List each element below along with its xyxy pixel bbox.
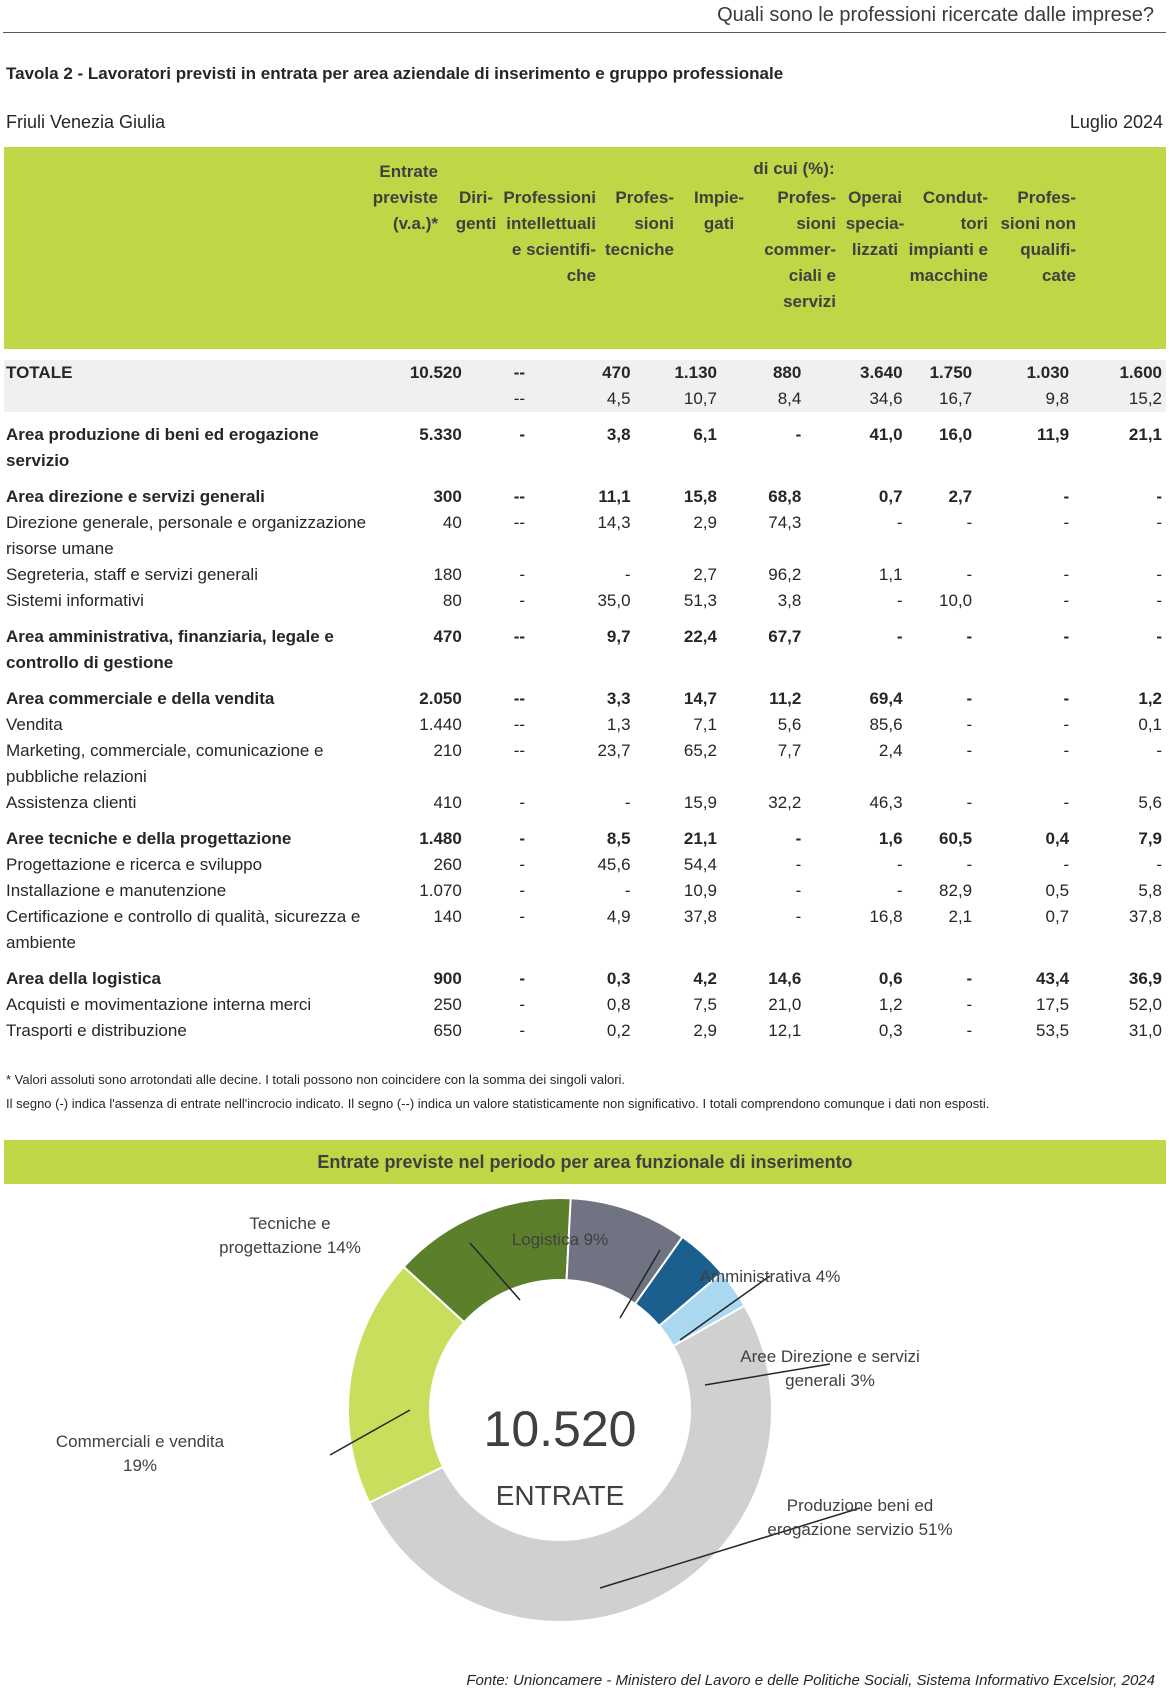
cell-value: - [624,881,631,900]
cell-value: 0,5 [1045,881,1070,900]
cell-value: 36,9 [1128,969,1162,988]
cell-value: 470 [433,627,462,646]
cell-value: 82,9 [939,881,973,900]
cell-value: 3.640 [805,360,906,386]
cell-value [377,386,466,412]
cell-value: 21,0 [768,995,802,1014]
cell-value: - [896,855,903,874]
col-dirigenti-line: genti [455,214,497,233]
cell-value: 12,1 [768,1021,802,1040]
cell-value: 60,5 [939,829,973,848]
cell-value: - [519,1021,526,1040]
cell-value: 5.330 [419,425,462,444]
col-commerciali-line: ciali e [788,266,836,285]
row-label: Direzione generale, personale e organizzazione risorse umane [6,513,367,558]
cell-value: 7,1 [693,715,717,734]
cell-value: - [966,969,973,988]
cell-value: 15,2 [1073,386,1166,412]
cell-value: 0,3 [606,969,631,988]
cell-value: 15,8 [683,487,717,506]
cell-value: 1.480 [419,829,462,848]
cell-value: 2,1 [948,907,973,926]
row-label: Assistenza clienti [6,793,137,812]
slice-label-line: Logistica 9% [511,1230,609,1249]
cell-value: 1,2 [1138,689,1162,708]
table-notes [6,1068,989,1116]
cell-value: - [1156,513,1162,532]
cell-value: 16,8 [869,907,903,926]
cell-value: - [966,793,973,812]
row-label [4,386,377,412]
col-conduttori-line: tori [960,214,988,233]
row-label: Certificazione e controllo di qualità, sicurezza e ambiente [6,907,361,952]
table-row [4,386,1166,412]
cell-value: 470 [529,360,634,386]
cell-value: 210 [433,741,462,760]
cell-value: 14,7 [683,689,717,708]
cell-value: 15,9 [683,793,717,812]
slice-label-line: progettazione 14% [219,1238,361,1257]
cell-value: - [519,793,526,812]
cell-value: 41,0 [869,425,903,444]
note-line: * Valori assoluti sono arrotondati alle decine. I totali possono non coincidere con la somma dei singoli valori. [6,1072,626,1087]
slice-label-line: generali 3% [785,1371,875,1390]
cell-value: 11,1 [598,487,631,506]
col-tecniche-line: Profes- [615,188,674,207]
header-rule [3,32,1166,33]
cell-value: 37,8 [1128,907,1162,926]
period-label: Luglio 2024 [1069,112,1163,132]
cell-value: 8,5 [606,829,631,848]
cell-value: 69,4 [869,689,903,708]
col-intellettuali [494,185,596,289]
cell-value: -- [513,487,526,506]
table-row [4,588,1166,614]
cell-value: 52,0 [1128,995,1162,1014]
cell-value: 22,4 [683,627,717,646]
spacer-cell [4,676,1166,686]
col-conduttori-line: Condut- [922,188,988,207]
cell-value: 0,7 [1045,907,1070,926]
col-entrate-line: previste [372,188,438,207]
slice-label-line: Commerciali e vendita [55,1432,225,1451]
table-row [4,992,1166,1018]
row-label: TOTALE [4,360,377,386]
cell-value: 37,8 [683,907,717,926]
cell-value: - [1063,627,1070,646]
cell-value: 80 [442,591,462,610]
cell-value: - [1063,689,1070,708]
table-row [4,878,1166,904]
cell-value: - [966,513,973,532]
spacer-cell [4,816,1166,826]
col-operai [840,185,910,263]
cell-value: - [624,793,631,812]
cell-value: 5,8 [1138,881,1162,900]
slice-label-line: Tecniche e [249,1214,331,1233]
cell-value: 0,4 [1045,829,1070,848]
col-entrate-line: Entrate [379,162,438,181]
cell-value: 0,6 [878,969,903,988]
col-intellettuali-line: Professioni [503,188,596,207]
cell-value: 650 [433,1021,462,1040]
cell-value: - [519,881,526,900]
cell-value: 9,8 [976,386,1073,412]
cell-value: -- [513,741,526,760]
slice-label-line: 19% [122,1456,158,1475]
row-label: Vendita [6,715,63,734]
cell-value: 23,7 [597,741,631,760]
cell-value: -- [513,715,526,734]
col-tecniche-line: sioni [634,214,674,233]
cell-value: 40 [442,513,462,532]
row-label: Area della logistica [6,969,161,988]
chart-banner [4,1140,1166,1184]
cell-value: - [795,881,802,900]
cell-value: - [966,565,973,584]
cell-value: 1,1 [878,565,903,584]
cell-value: - [519,829,526,848]
table-row [4,360,1166,386]
col-impiegati [694,185,744,237]
cell-value: 14,3 [597,513,631,532]
cell-value: - [795,425,802,444]
col-tecniche [594,185,674,263]
cell-value: 4,9 [606,907,631,926]
col-dirigenti-line: Diri- [459,188,493,207]
cell-value: - [795,855,802,874]
col-dirigenti [454,185,498,237]
cell-value: - [1156,741,1162,760]
col-entrate [334,159,438,237]
cell-value: - [519,995,526,1014]
cell-value: 1.030 [976,360,1073,386]
row-label: Area commerciale e della vendita [6,689,275,708]
cell-value: 1,3 [606,715,631,734]
table-row [4,712,1166,738]
cell-value: 85,6 [869,715,903,734]
cell-value: - [1063,591,1070,610]
cell-value: - [519,425,526,444]
cell-value: -- [513,627,526,646]
cell-value: - [519,591,526,610]
table-row [4,904,1166,956]
spacer-cell [4,474,1166,484]
cell-value: 2,9 [693,513,717,532]
row-label: Trasporti e distribuzione [6,1021,187,1040]
spacer-row [4,676,1166,686]
col-di-cui: di cui (%): [753,159,835,178]
cell-value: - [966,1021,973,1040]
cell-value: 2,4 [878,741,903,760]
cell-value: - [1156,855,1162,874]
cell-value: 900 [433,969,462,988]
cell-value: - [519,907,526,926]
cell-value: 880 [721,360,805,386]
col-commerciali-line: commer- [764,240,836,259]
cell-value: 31,0 [1128,1021,1162,1040]
spacer-row [4,412,1166,422]
cell-value: 17,5 [1036,995,1070,1014]
cell-value: - [1156,627,1162,646]
cell-value: 5,6 [1138,793,1162,812]
cell-value: 140 [433,907,462,926]
cell-value: 3,8 [606,425,631,444]
col-tecniche-line: tecniche [605,240,674,259]
col-non-qualificate [994,185,1076,289]
chart-center-value: 10.520 [483,1401,637,1457]
col-conduttori-line: macchine [909,266,988,285]
cell-value: 8,4 [721,386,805,412]
cell-value: 96,2 [768,565,802,584]
cell-value: 11,9 [1036,425,1070,444]
cell-value: -- [513,513,526,532]
col-impiegati-line: Impie- [694,188,745,207]
cell-value: -- [513,689,526,708]
note-line: Il segno (-) indica l'assenza di entrate nell'incrocio indicato. Il segno (--) indica un valore statisticamente non significativo. I totali comprendono comunque i dati non esposti. [6,1096,990,1111]
cell-value: - [519,565,526,584]
col-intellettuali-line: e scientifi- [511,240,596,259]
table-row [4,826,1166,852]
col-non-qualificate-line: cate [1041,266,1076,285]
slice-label [490,1228,630,1252]
cell-value: 260 [433,855,462,874]
cell-value: 1.440 [419,715,462,734]
cell-value: 10.520 [377,360,466,386]
cell-value: 7,5 [693,995,717,1014]
cell-value: - [1063,715,1070,734]
slice-label [750,1494,970,1542]
source-note: Fonte: Unioncamere - Ministero del Lavoro e delle Politiche Sociali, Sistema Informativo Excelsior, 2024 [466,1672,1155,1689]
cell-value: - [795,907,802,926]
running-title: Quali sono le professioni ricercate dalle imprese? [717,4,1154,26]
slice-label-line: Aree Direzione e servizi [740,1347,920,1366]
cell-value: - [1063,793,1070,812]
cell-value: 7,9 [1138,829,1162,848]
table-title: Tavola 2 - Lavoratori previsti in entrata per area aziendale di inserimento e gruppo professionale [6,64,784,83]
col-intellettuali-line: che [566,266,596,285]
table-row [4,1018,1166,1044]
col-entrate-line: (v.a.)* [392,214,438,233]
cell-value: 74,3 [768,513,802,532]
slice-label-line: erogazione servizio 51% [767,1520,953,1539]
cell-value: 68,8 [768,487,802,506]
table-row [4,966,1166,992]
cell-value: -- [466,360,529,386]
spacer-row [4,816,1166,826]
cell-value: 1,6 [878,829,903,848]
row-label: Area direzione e servizi generali [6,487,265,506]
row-label: Sistemi informativi [6,591,144,610]
table-row [4,686,1166,712]
table-row [4,624,1166,676]
region-label: Friuli Venezia Giulia [6,112,166,132]
row-label: Segreteria, staff e servizi generali [6,565,258,584]
col-non-qualificate-line: qualifi- [1020,240,1076,259]
slice-label-line: Amministrativa 4% [699,1267,841,1286]
cell-value: - [1063,487,1070,506]
cell-value: - [966,855,973,874]
cell-value: 1,2 [878,995,903,1014]
row-label: Acquisti e movimentazione interna merci [6,995,312,1014]
cell-value: 1.600 [1073,360,1166,386]
slice-label [690,1265,850,1289]
cell-value: 53,5 [1036,1021,1070,1040]
row-label: Marketing, commerciale, comunicazione e pubbliche relazioni [6,741,324,786]
cell-value: - [1063,855,1070,874]
cell-value: - [966,689,973,708]
cell-value: 410 [433,793,462,812]
cell-value: 0,7 [878,487,903,506]
cell-value: 16,0 [939,425,973,444]
col-commerciali-line: Profes- [777,188,836,207]
cell-value: 7,7 [777,741,802,760]
cell-value: 10,7 [635,386,721,412]
cell-value: 2.050 [419,689,462,708]
col-commerciali-line: sioni [796,214,836,233]
spacer-row [4,614,1166,624]
cell-value: 21,1 [1128,425,1162,444]
cell-value: - [966,627,973,646]
spacer-cell [4,412,1166,422]
col-commerciali [744,185,836,315]
cell-value: - [1063,565,1070,584]
col-conduttori [904,185,988,289]
col-non-qualificate-line: Profes- [1017,188,1076,207]
cell-value: 2,9 [693,1021,717,1040]
slice-label [195,1212,385,1260]
cell-value: 6,1 [693,425,717,444]
cell-value: 21,1 [683,829,717,848]
cell-value: - [896,627,903,646]
spacer-row [4,474,1166,484]
cell-value: 65,2 [683,741,717,760]
cell-value: 0,1 [1138,715,1162,734]
col-intellettuali-line: intellettuali [506,214,596,233]
col-operai-line: specia- [845,214,905,233]
table-row [4,852,1166,878]
spacer-cell [4,956,1166,966]
spacer-row [4,956,1166,966]
row-label: Installazione e manutenzione [6,881,227,900]
cell-value: 250 [433,995,462,1014]
row-label: Area produzione di beni ed erogazione servizio [6,425,319,470]
slice-label-line: Produzione beni ed [786,1496,934,1515]
cell-value: 43,4 [1036,969,1070,988]
cell-value: 5,6 [777,715,802,734]
row-label: Area amministrativa, finanziaria, legale e controllo di gestione [6,627,334,672]
cell-value: 45,6 [597,855,631,874]
cell-value: - [966,741,973,760]
col-commerciali-line: servizi [783,292,836,311]
cell-value: 0,8 [606,995,631,1014]
cell-value: 300 [433,487,462,506]
cell-value: 14,6 [768,969,802,988]
cell-value: 35,0 [597,591,631,610]
cell-value: 10,9 [683,881,717,900]
cell-value: 11,2 [769,689,802,708]
col-operai-line: Operai [848,188,902,207]
cell-value: - [1063,513,1070,532]
col-non-qualificate-line: sioni non [1000,214,1076,233]
running-header [0,0,1169,34]
cell-value: 1.750 [907,360,977,386]
cell-value: 4,2 [693,969,717,988]
cell-value: - [1156,591,1162,610]
col-conduttori-line: impianti e [908,240,988,259]
cell-value: 10,0 [939,591,973,610]
cell-value: 51,3 [683,591,717,610]
cell-value: 67,7 [768,627,802,646]
cell-value: 16,7 [907,386,977,412]
cell-value: 0,3 [878,1021,903,1040]
data-table [4,360,1166,1044]
cell-value: 54,4 [683,855,717,874]
cell-value: - [795,829,802,848]
cell-value: - [966,995,973,1014]
cell-value: 2,7 [693,565,717,584]
table-row [4,484,1166,510]
cell-value: - [896,591,903,610]
table-row [4,738,1166,790]
table-header [4,147,1166,349]
cell-value: 9,7 [606,627,631,646]
row-label: Progettazione e ricerca e sviluppo [6,855,263,874]
cell-value: - [1063,741,1070,760]
cell-value: 1.070 [419,881,462,900]
cell-value: - [966,715,973,734]
col-operai-line: lizzati [851,240,899,259]
cell-value: 2,7 [948,487,973,506]
cell-value: - [519,969,526,988]
chart-center-label: ENTRATE [495,1480,625,1511]
cell-value: - [624,565,631,584]
table-row [4,510,1166,562]
chart-title: Entrate previste nel periodo per area funzionale di inserimento [317,1152,853,1172]
cell-value: -- [466,386,529,412]
slice-label [700,1345,960,1393]
cell-value: 46,3 [869,793,903,812]
table-row [4,422,1166,474]
cell-value: - [1156,565,1162,584]
cell-value: 0,2 [606,1021,631,1040]
slice-label [45,1430,235,1478]
table-row [4,562,1166,588]
table-row [4,790,1166,816]
cell-value: - [1156,487,1162,506]
cell-value: - [896,513,903,532]
cell-value: - [896,881,903,900]
col-impiegati-line: gati [703,214,735,233]
spacer-cell [4,614,1166,624]
cell-value: 3,8 [777,591,802,610]
cell-value: - [519,855,526,874]
row-label: Aree tecniche e della progettazione [6,829,292,848]
cell-value: 1.130 [635,360,721,386]
cell-value: 32,2 [768,793,802,812]
cell-value: 34,6 [805,386,906,412]
cell-value: 180 [433,565,462,584]
cell-value: 3,3 [606,689,631,708]
cell-value: 4,5 [529,386,634,412]
